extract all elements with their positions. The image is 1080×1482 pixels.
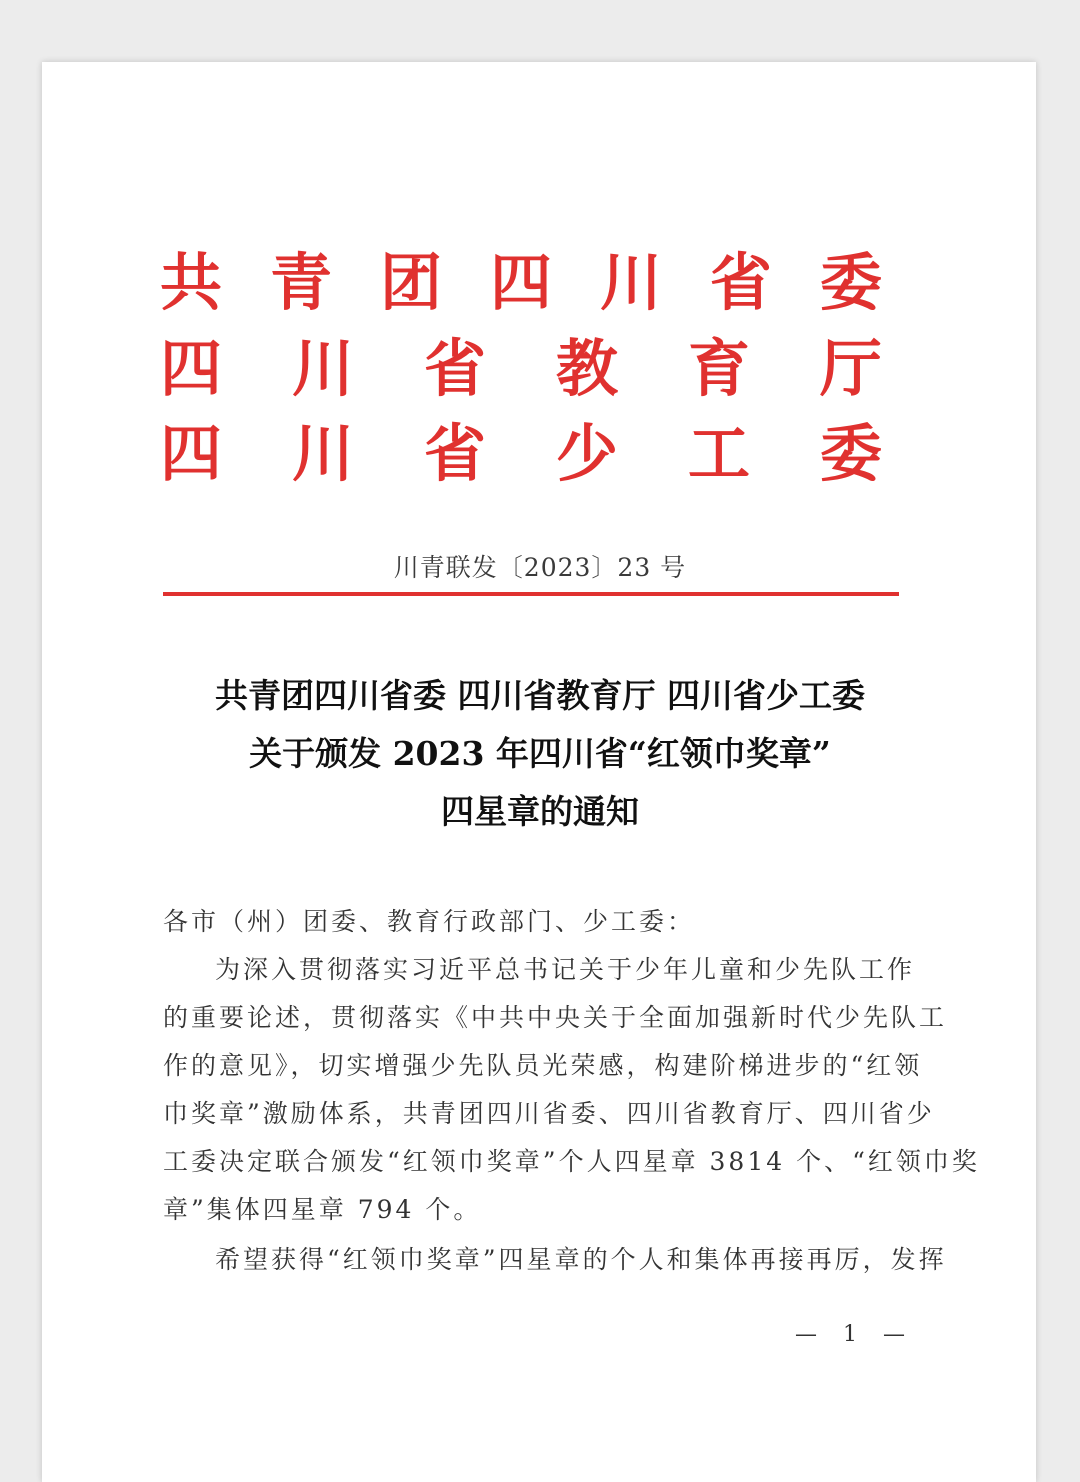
issuer-row-young-pioneers	[160, 417, 882, 490]
issuer-char: 川	[291, 332, 354, 405]
body-line: 的重要论述，贯彻落实《中共中央关于全面加强新时代少先队工	[163, 1003, 948, 1032]
page-number-dash: —	[883, 1322, 905, 1347]
document-number: 川青联发〔2023〕23 号	[393, 553, 687, 582]
title-line: 四星章的通知	[441, 792, 639, 831]
title-line: 关于颁发 2023 年四川省“红领巾奖章”	[249, 734, 831, 773]
issuer-char: 教	[555, 332, 618, 405]
body-line: 作的意见》，切实增强少先队员光荣感，构建阶梯进步的“红领	[163, 1051, 923, 1080]
body-line: 巾奖章”激励体系，共青团四川省委、四川省教育厅、四川省少	[163, 1099, 935, 1128]
issuer-char: 厅	[819, 332, 882, 405]
issuer-char: 委	[819, 417, 882, 490]
issuer-char: 委	[819, 246, 882, 319]
body-line: 希望获得“红领巾奖章”四星章的个人和集体再接再厉，发挥	[215, 1245, 947, 1274]
issuer-char: 共	[160, 246, 223, 319]
issuer-char: 四	[489, 246, 552, 319]
body-line: 工委决定联合颁发“红领巾奖章”个人四星章 3814 个、“红领巾奖	[163, 1147, 980, 1176]
issuer-char: 四	[160, 332, 223, 405]
issuer-char: 青	[269, 246, 332, 319]
issuer-char: 省	[423, 417, 486, 490]
issuer-char: 省	[709, 246, 772, 319]
issuer-char: 少	[555, 417, 618, 490]
issuer-char: 工	[687, 417, 750, 490]
issuer-char: 省	[423, 332, 486, 405]
page-number-dash: —	[795, 1322, 817, 1347]
red-divider-line	[163, 592, 899, 596]
issuer-char: 四	[160, 417, 223, 490]
issuer-char: 团	[379, 246, 442, 319]
body-line: 为深入贯彻落实习近平总书记关于少年儿童和少先队工作	[215, 955, 916, 984]
issuer-char: 育	[687, 332, 750, 405]
page-number	[795, 1322, 905, 1347]
issuer-char: 川	[599, 246, 662, 319]
title-line: 共青团四川省委 四川省教育厅 四川省少工委	[215, 676, 865, 715]
issuer-row-youth-league	[160, 246, 882, 319]
body-line: 章”集体四星章 794 个。	[163, 1195, 482, 1224]
salutation: 各市（州）团委、教育行政部门、少工委：	[163, 907, 696, 936]
issuer-row-education-dept	[160, 332, 882, 405]
issuer-char: 川	[291, 417, 354, 490]
page-number-value: 1	[843, 1322, 857, 1347]
